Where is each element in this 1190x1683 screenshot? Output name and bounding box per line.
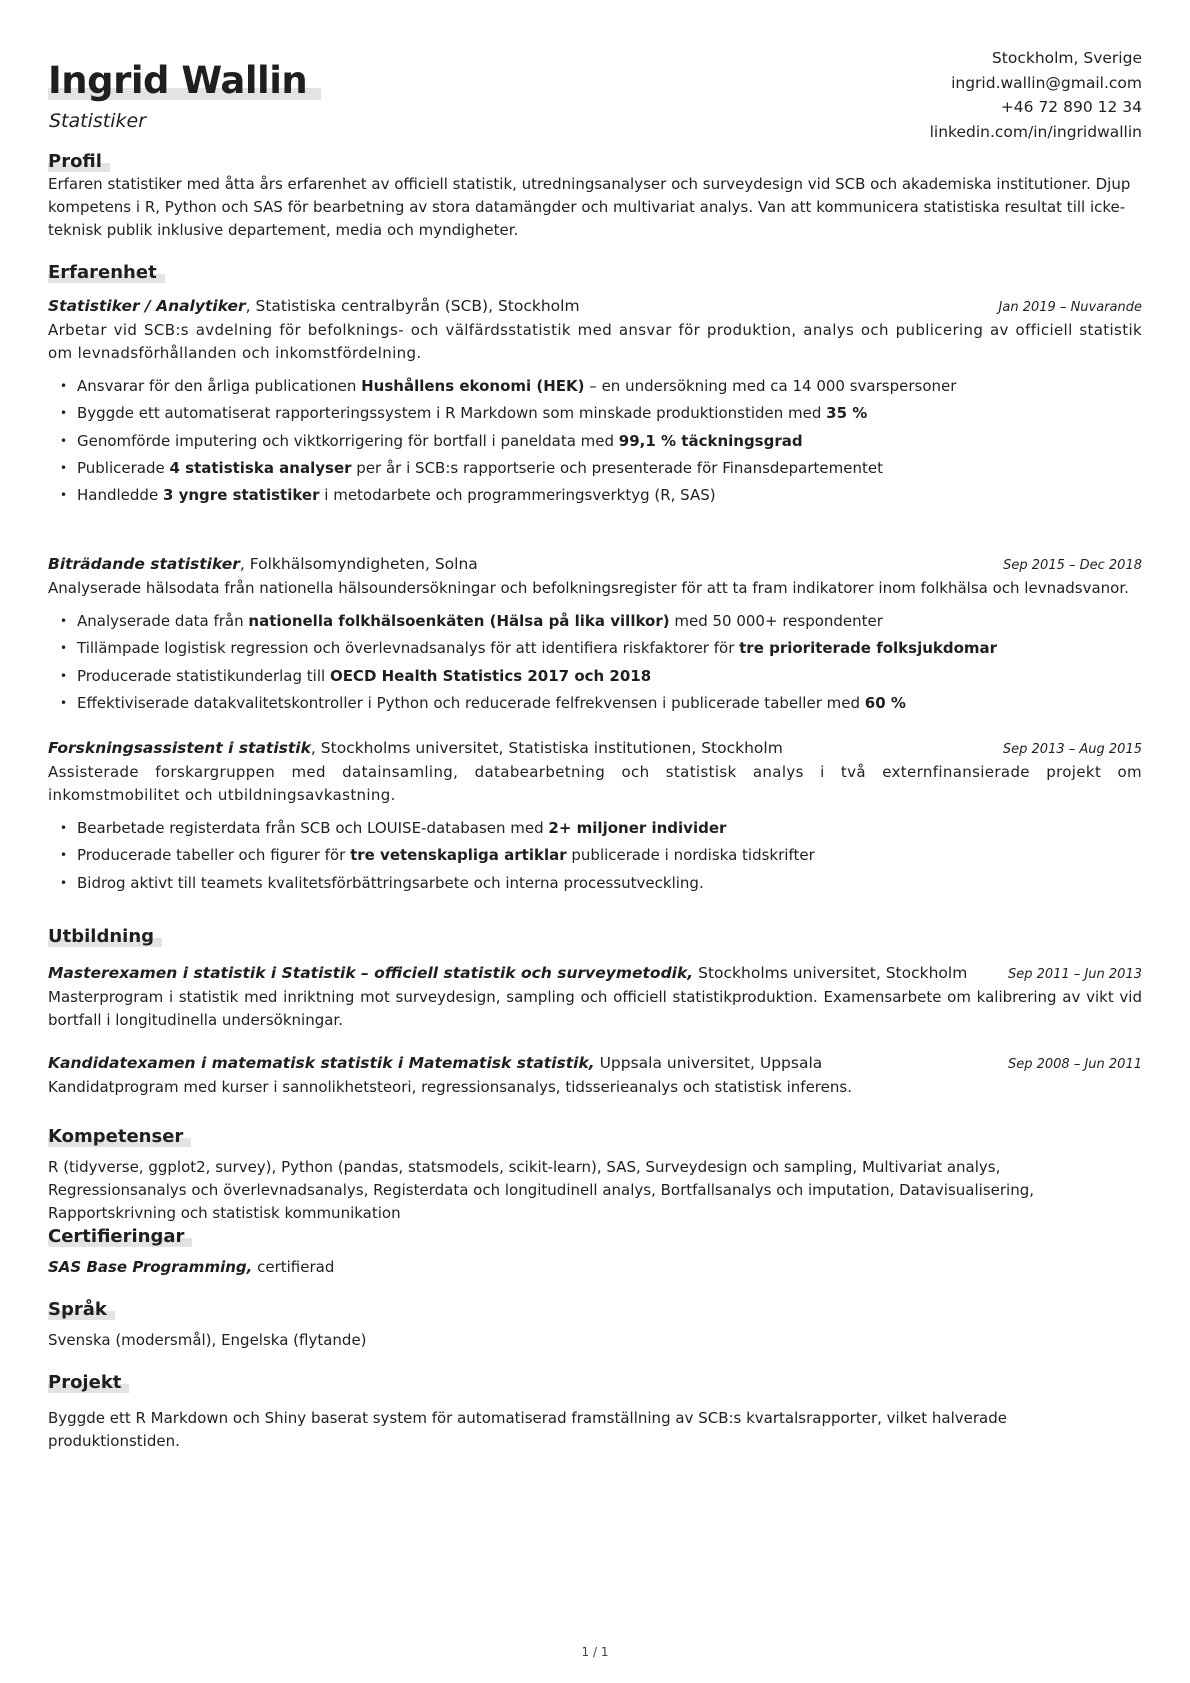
job-header: [48, 295, 1142, 319]
education-dates: Sep 2011 – Jun 2013: [1007, 967, 1142, 982]
bullet-item: • Producerade statistikunderlag till OECD Health Statistics 2017 och 2018: [48, 663, 1142, 690]
job-role: Statistiker / Analytiker: [48, 297, 246, 315]
languages-section: [48, 1299, 1142, 1352]
education-entry: [48, 962, 1142, 1032]
bullet-item: • Ansvarar för den årliga publicationen Hushållens ekonomi (HEK) – en undersökning med ca 14 000 svarspersoner: [48, 373, 1142, 400]
profile-section: [48, 151, 1142, 242]
resume-header: [48, 0, 1142, 150]
degree-title: Kandidatexamen i matematisk statistik i Matematisk statistik,: [48, 1054, 595, 1072]
job-entry: [48, 295, 1142, 509]
page-number: 1 / 1: [581, 1645, 609, 1659]
contact-phone[interactable]: +46 72 890 12 34: [1000, 98, 1142, 116]
school-name: Uppsala universitet, Uppsala: [594, 1054, 823, 1072]
projects-text: Byggde ett R Markdown och Shiny baserat system för automatiserad framställning av SCB:s kvartalsrapporter, vilket halverade produktionstiden.: [48, 1408, 1007, 1450]
bullet-item: • Publicerade 4 statistiska analyser per år i SCB:s rapportserie och presenterade för Finansdepartementet: [48, 455, 1142, 482]
bullet-item: • Handledde 3 yngre statistiker i metodarbete och programmeringsverktyg (R, SAS): [48, 482, 1142, 509]
job-role: Forskningsassistent i statistik: [48, 739, 311, 757]
job-dates: Sep 2013 – Aug 2015: [1002, 742, 1142, 757]
education-header: [48, 962, 1142, 986]
job-summary: Assisterade forskargruppen med datainsamling, databearbetning och statistisk analys i två externfinansierade projekt om inkomstmobilitet och utbildningsavkastning.: [48, 763, 1142, 804]
section-heading: Språk: [48, 1299, 107, 1320]
bullet-item: • Effektiviserade datakvalitetskontroller i Python och reducerade felfrekvensen i publicerade tabeller med 60 %: [48, 690, 1142, 717]
job-org: , Statistiska centralbyrån (SCB), Stockholm: [245, 297, 580, 315]
resume-page: [48, 0, 1142, 1683]
certification-name: SAS Base Programming,: [48, 1257, 253, 1276]
contact-location: Stockholm, Sverige: [991, 49, 1142, 67]
job-entry: [48, 553, 1142, 717]
education-dates: Sep 2008 – Jun 2011: [1007, 1057, 1142, 1072]
bullet-item: • Tillämpade logistisk regression och överlevnadsanalys för att identifiera riskfaktorer för tre prioriterade folksjukdomar: [48, 635, 1142, 662]
education-text: Masterprogram i statistik med inriktning mot surveydesign, sampling och officiell statistikproduktion. Examensarbete om kalibrering av vikt vid bortfall i longitudinella undersökningar.: [48, 988, 1142, 1029]
contact-block: [930, 46, 1142, 144]
job-org: , Stockholms universitet, Statistiska institutionen, Stockholm: [310, 739, 783, 757]
skills-section: [48, 1126, 1142, 1225]
section-heading: Kompetenser: [48, 1126, 184, 1147]
job-summary: Analyserade hälsodata från nationella hälsoundersökningar och befolkningsregister för att ta fram indikatorer inom folkhälsa och levnadsvanor.: [48, 579, 1129, 597]
job-bullets: [48, 373, 1142, 509]
job-dates: Sep 2015 – Dec 2018: [1003, 558, 1142, 573]
education-section: [48, 926, 1142, 948]
section-heading: Projekt: [48, 1372, 122, 1393]
school-name: Stockholms universitet, Stockholm: [693, 964, 968, 982]
section-heading: Utbildning: [48, 926, 155, 947]
profile-text: Erfaren statistiker med åtta års erfarenhet av officiell statistik, utredningsanalyser och surveydesign vid SCB och akademiska institutioner. Djup kompetens i R, Python och SAS för bearbetning av stora datamängder och multivariat analys. Van att kommunicera statistiska resultat till icke-teknisk publik inklusive departement, media och myndigheter.: [48, 174, 1131, 239]
job-org: , Folkhälsomyndigheten, Solna: [239, 555, 478, 573]
bullet-item: • Producerade tabeller och figurer för tre vetenskapliga artiklar publicerade i nordiska tidskrifter: [48, 842, 1142, 869]
projects-section: [48, 1372, 1142, 1453]
job-bullets: [48, 815, 1142, 897]
bullet-item: • Bearbetade registerdata från SCB och LOUISE-databasen med 2+ miljoner individer: [48, 815, 1142, 842]
job-header: [48, 737, 1142, 761]
job-entry: [48, 737, 1142, 897]
job-header: [48, 553, 1142, 577]
section-heading: Certifieringar: [48, 1226, 185, 1247]
certifications-section: [48, 1226, 1142, 1279]
job-summary: Arbetar vid SCB:s avdelning för befolknings- och välfärdsstatistik med ansvar för produktion, analys och publicering av officiell statistik om levnadsförhållanden och inkomstfördelning.: [48, 321, 1142, 362]
skills-text: R (tidyverse, ggplot2, survey), Python (pandas, statsmodels, scikit-learn), SAS, Surveydesign och sampling, Multivariat analys, Regressionsanalys och överlevnadsanalys, Registerdata och longitudinell analys, Bortfallsanalys och imputation, Datavisualisering, Rapportskrivning och statistisk kommunikation: [48, 1157, 1035, 1222]
job-role: Biträdande statistiker: [48, 555, 240, 573]
contact-email[interactable]: ingrid.wallin@gmail.com: [951, 73, 1142, 92]
bullet-item: • Byggde ett automatiserat rapporteringssystem i R Markdown som minskade produktionstiden med 35 %: [48, 400, 1142, 427]
degree-title: Masterexamen i statistik i Statistik – officiell statistik och surveymetodik,: [48, 964, 694, 982]
bullet-item: • Bidrog aktivt till teamets kvalitetsförbättringsarbete och interna processutveckling.: [48, 870, 1142, 897]
job-dates: Jan 2019 – Nuvarande: [998, 300, 1142, 315]
education-text: Kandidatprogram med kurser i sannolikhetsteori, regressionsanalys, tidsserieanalys och statistisk inferens.: [48, 1078, 852, 1096]
education-entry: [48, 1052, 1142, 1099]
education-header: [48, 1052, 1142, 1076]
bullet-item: • Analyserade data från nationella folkhälsoenkäten (Hälsa på lika villkor) med 50 000+ respondenter: [48, 608, 1142, 635]
section-heading: Erfarenhet: [48, 262, 157, 283]
job-bullets: [48, 608, 1142, 717]
contact-linkedin[interactable]: linkedin.com/in/ingridwallin: [929, 122, 1142, 141]
experience-section: [48, 262, 1142, 284]
section-heading: Profil: [48, 151, 102, 172]
candidate-title: Statistiker: [49, 110, 147, 132]
bullet-item: • Genomförde imputering och viktkorrigering för bortfall i paneldata med 99,1 % täckningsgrad: [48, 428, 1142, 455]
languages-text: Svenska (modersmål), Engelska (flytande): [48, 1330, 367, 1349]
certification-status: certifierad: [252, 1257, 335, 1276]
candidate-name: Ingrid Wallin: [48, 59, 308, 102]
certification-item: [48, 1256, 1142, 1279]
